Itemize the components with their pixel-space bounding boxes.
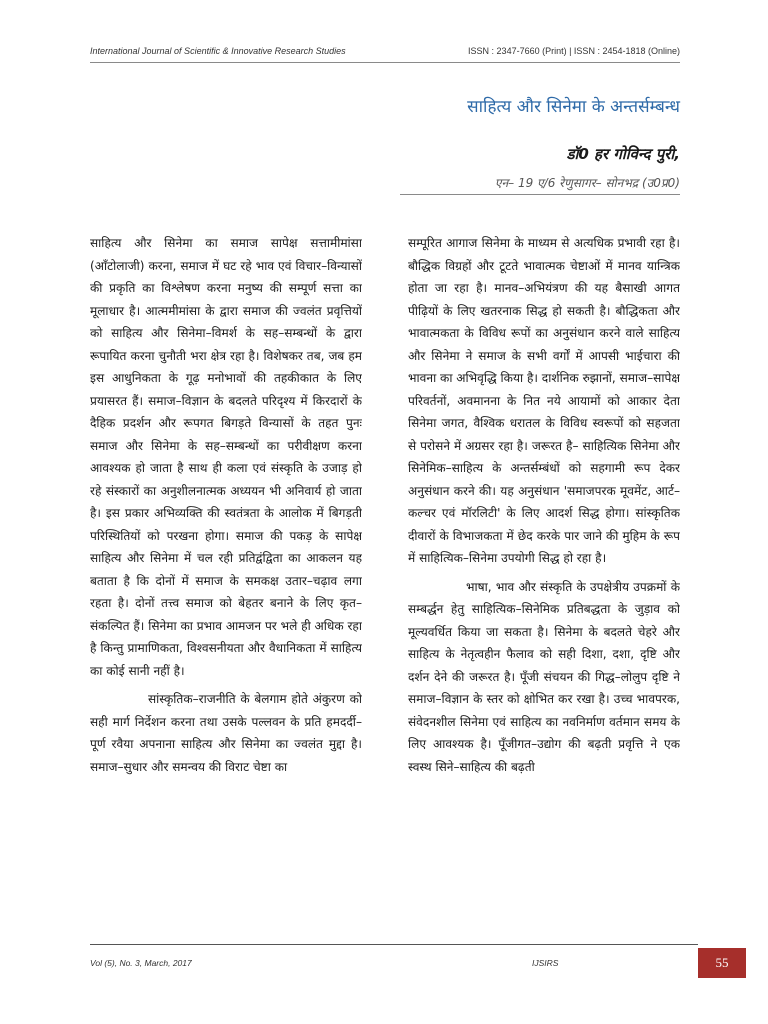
affiliation-divider bbox=[400, 194, 680, 195]
paragraph: सांस्कृतिक–राजनीति के बेलगाम होते अंकुरण को सही मार्ग निर्देशन करना तथा उसके पल्लवन के प्रति हमदर्दी–पूर्ण रवैया अपनाना साहित्य और सिनेमा का ज्वलंत मुद्दा है। समाज–सुधार और समन्वय की विराट चेष्टा का bbox=[90, 692, 362, 774]
page-number: 55 bbox=[698, 948, 746, 978]
paragraph: सम्पूरित आगाज सिनेमा के माध्यम से अत्यधिक प्रभावी रहा है। बौद्धिक विग्रहों और टूटते भावात्मक चेष्टाओं में मानव यान्त्रिक होता जा रहा है। मानव–अभियंत्रण की यह बैसाखी आगत पीढ़ियों के लिए खतरनाक सिद्ध हो सकती है। बौद्धिकता और भावात्मकता के विविध रूपों का अनुसंधान करने वाले साहित्य और सिनेमा ने समाज के सभी वर्गों में आपसी भाईचारा की भावना का अभिवृद्धि किया है। दार्शनिक रुझानों, समाज–सापेक्ष परिवर्तनों, अवमानना के नित नये आयामों को आकार देता सिनेमा जगत, वैश्विक धरातल के विविध स्वरूपों को सहजता से परोसने में अग्रसर रहा है। जरूरत है– साहित्यिक सिनेमा और सिनेमिक–साहित्य के अन्तर्सम्बंधों को सहगामी रूप देकर अनुसंधान करने की। यह अनुसंधान 'समाजपरक मूवमेंट, आर्ट–कल्चर एवं मॉरलिटी' के लिए आदर्श सिद्ध होगा। सांस्कृतिक दीवारों के विभाजकता में छेद करके पार जाने की मुहिम के रूप में साहित्यिक–सिनेमा उपयोगी सिद्ध हो रहा है। bbox=[408, 236, 680, 565]
body-column-left bbox=[90, 232, 362, 922]
header-divider bbox=[90, 62, 680, 63]
footer-divider bbox=[90, 944, 698, 945]
author-name: डॉ0 हर गोविन्द पुरी, bbox=[566, 145, 680, 163]
author-affiliation: एन– 19 ए/6 रेणुसागर– सोनभद्र (उ0प्र0) bbox=[494, 176, 680, 190]
body-column-right bbox=[408, 232, 680, 922]
volume-info: Vol (5), No. 3, March, 2017 bbox=[90, 958, 192, 968]
paragraph: साहित्य और सिनेमा का समाज सापेक्ष सत्तामीमांसा (ऑंटोलाजी) करना, समाज में घट रहे भाव एवं विचार–विन्यासों की प्रकृति का विश्लेषण करना मनुष्य की सम्पूर्ण सत्ता का मूलाधार है। आत्ममीमांसा के द्वारा समाज की ज्वलंत प्रवृत्तियों को साहित्य और सिनेमा–विमर्श के सह–सम्बन्धों के द्वारा रूपायित करना चुनौती भरा क्षेत्र रहा है। विशेषकर तब, जब हम इस आधुनिकता के गूढ़ मनोभावों की तहकीकात के लिए प्रयासरत हैं। समाज–विज्ञान के बदलते परिदृश्य में किरदारों के दैहिक प्रदर्शन और रूपगत बिगड़ते विन्यासों के तहत पुनः समाज और सिनेमा के सह–सम्बन्धों का परीवीक्षण करना आवश्यक हो जाता है साथ ही कला एवं संस्कृति के उजाड़ हो रहे संस्कारों का अनुशीलनात्मक अध्ययन भी अनिवार्य हो जाता है। इस प्रकार अभिव्यक्ति की स्वतंत्रता के आलोक में बिगड़ती परिस्थितियों को परखना होगा। समाज की पकड़ के सापेक्ष साहित्य और सिनेमा में चल रही प्रतिद्वंद्विता का आकलन यह बताता है कि दोनों में समाज के समकक्ष उतार–चढ़ाव लगा रहता है। दोनों तत्त्व समाज को बेहतर बनाने के लिए कृत–संकल्पित हैं। सिनेमा का प्रभाव आमजन पर भले ही अधिक रहा है किन्तु प्रामाणिकता, विश्वसनीयता और वैधानिकता में साहित्य का कोई सानी नहीं है। bbox=[90, 236, 362, 678]
journal-name: International Journal of Scientific & Innovative Research Studies bbox=[90, 46, 346, 56]
paragraph: भाषा, भाव और संस्कृति के उपक्षेत्रीय उपक्रमों के सम्बर्द्धन हेतु साहित्यिक–सिनेमिक प्रतिबद्धता के जुड़ाव को मूल्यवर्धित किया जा सकता है। सिनेमा के बदलते चेहरे और साहित्य के नेतृत्वहीन फैलाव को सही दिशा, दशा, दृष्टि और दर्शन देने की जरूरत है। पूँजी संचयन की गिद्ध–लोलुप दृष्टि ने समाज–विज्ञान के स्तर को क्षोभित कर रखा है। उच्च भावपरक, संवेदनशील सिनेमा एवं साहित्य का नवनिर्माण वर्तमान समय के लिए आवश्यक है। पूँजीगत–उद्योग की बढ़ती प्रवृत्ति ने एक स्वस्थ सिने–साहित्य की बढ़ती bbox=[408, 579, 680, 774]
article-title: साहित्य और सिनेमा के अन्तर्सम्बन्ध bbox=[467, 97, 680, 117]
journal-abbreviation: IJSIRS bbox=[532, 958, 559, 968]
issn-text: ISSN : 2347-7660 (Print) | ISSN : 2454-1818 (Online) bbox=[468, 46, 680, 56]
